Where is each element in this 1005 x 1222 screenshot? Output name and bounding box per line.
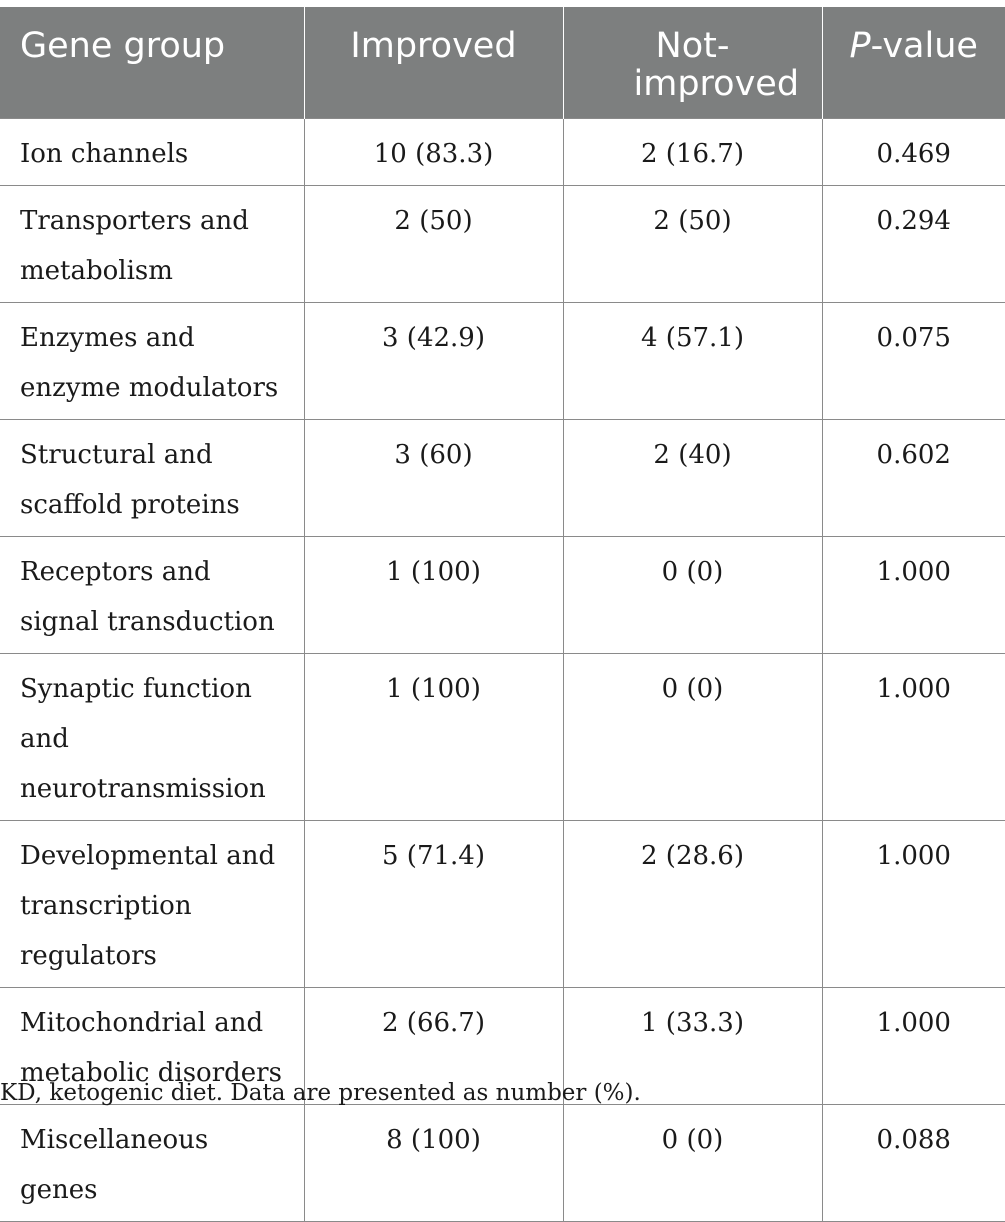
cell-not-improved: 0 (0) <box>563 654 822 821</box>
cell-improved: 3 (42.9) <box>304 303 563 420</box>
header-improved: Improved <box>304 7 563 119</box>
table-row <box>0 119 1005 186</box>
header-p-value <box>822 7 1005 119</box>
cell-not-improved: 2 (40) <box>563 420 822 537</box>
table-row <box>0 821 1005 988</box>
cell-improved: 1 (100) <box>304 537 563 654</box>
cell-p-value: 0.602 <box>822 420 1005 537</box>
cell-improved: 2 (50) <box>304 186 563 303</box>
cell-not-improved: 2 (50) <box>563 186 822 303</box>
header-p-letter: P <box>849 26 871 66</box>
table-header-row <box>0 7 1005 119</box>
cell-p-value: 0.088 <box>822 1105 1005 1222</box>
table-row <box>0 1105 1005 1222</box>
table-footnote: KD, ketogenic diet. Data are presented as number (%). <box>0 1080 641 1106</box>
cell-p-value: 1.000 <box>822 654 1005 821</box>
cell-not-improved: 2 (28.6) <box>563 821 822 988</box>
cell-p-value: 1.000 <box>822 821 1005 988</box>
cell-gene-group: Structural and scaffold proteins <box>0 420 304 537</box>
gene-group-table <box>0 7 1005 1222</box>
cell-not-improved: 4 (57.1) <box>563 303 822 420</box>
table-row <box>0 420 1005 537</box>
cell-not-improved: 1 (33.3) <box>563 988 822 1105</box>
cell-not-improved: 0 (0) <box>563 537 822 654</box>
cell-improved: 10 (83.3) <box>304 119 563 186</box>
cell-p-value: 0.075 <box>822 303 1005 420</box>
cell-gene-group: Synaptic function and neurotransmission <box>0 654 304 821</box>
cell-p-value: 1.000 <box>822 537 1005 654</box>
cell-gene-group: Developmental and transcription regulators <box>0 821 304 988</box>
cell-improved: 5 (71.4) <box>304 821 563 988</box>
cell-improved: 1 (100) <box>304 654 563 821</box>
cell-p-value: 0.294 <box>822 186 1005 303</box>
cell-p-value: 0.469 <box>822 119 1005 186</box>
cell-improved: 3 (60) <box>304 420 563 537</box>
cell-gene-group: Receptors and signal transduction <box>0 537 304 654</box>
cell-gene-group: Transporters and metabolism <box>0 186 304 303</box>
header-not-improved: Not-improved <box>563 7 822 119</box>
header-p-suffix: -value <box>870 26 978 66</box>
table-row <box>0 303 1005 420</box>
cell-gene-group: Enzymes and enzyme modulators <box>0 303 304 420</box>
cell-gene-group: Miscellaneous genes <box>0 1105 304 1222</box>
cell-improved: 2 (66.7) <box>304 988 563 1105</box>
cell-improved: 8 (100) <box>304 1105 563 1222</box>
table-row <box>0 186 1005 303</box>
cell-gene-group: Mitochondrial and metabolic disorders <box>0 988 304 1105</box>
table-row <box>0 654 1005 821</box>
table-row <box>0 537 1005 654</box>
cell-not-improved: 0 (0) <box>563 1105 822 1222</box>
cell-not-improved: 2 (16.7) <box>563 119 822 186</box>
cell-gene-group: Ion channels <box>0 119 304 186</box>
cell-p-value: 1.000 <box>822 988 1005 1105</box>
header-gene-group: Gene group <box>0 7 304 119</box>
